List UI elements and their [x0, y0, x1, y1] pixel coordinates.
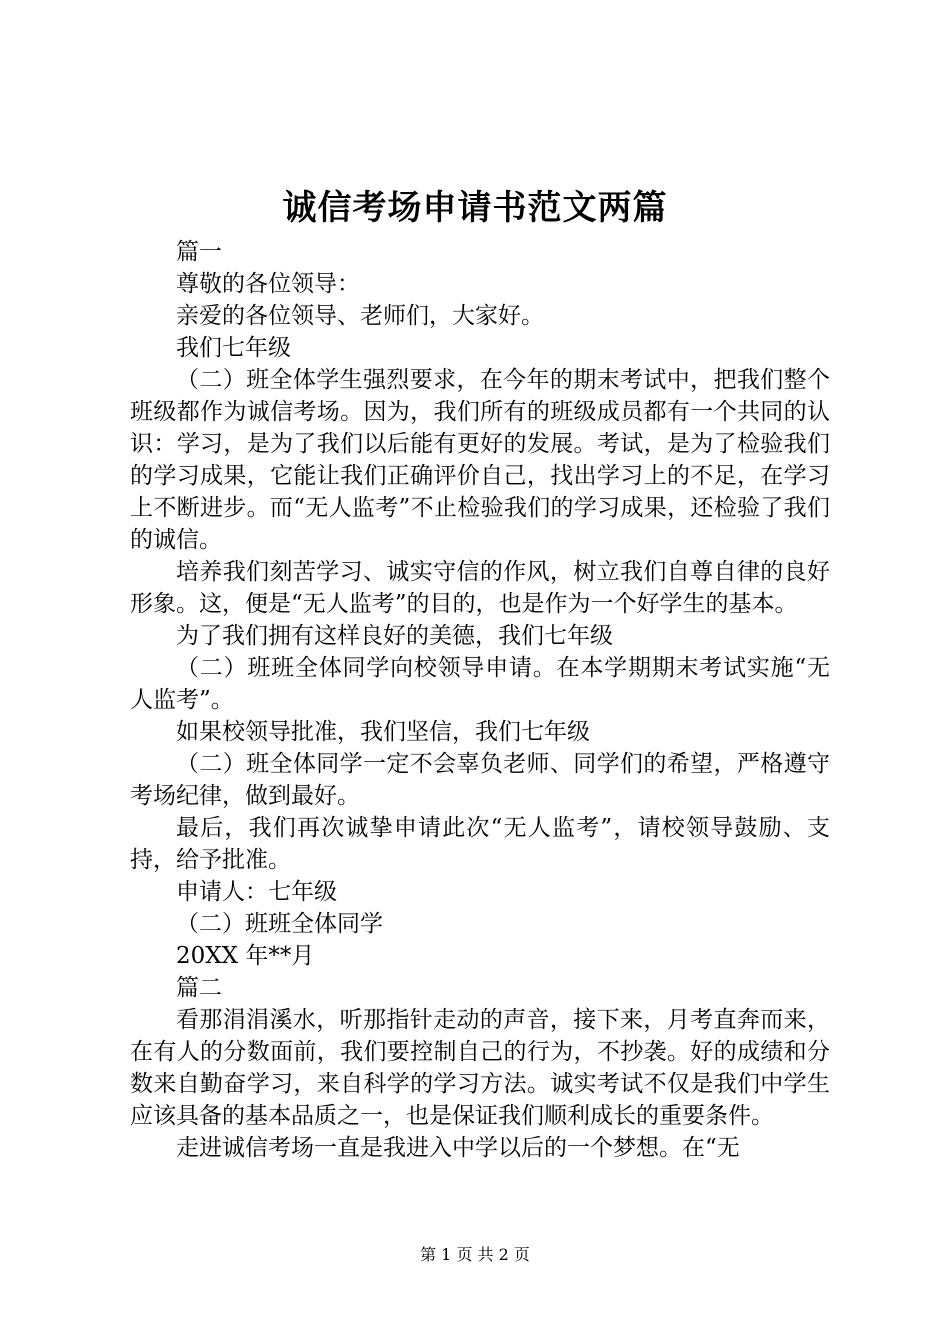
paragraph: （二）班全体同学一定不会辜负老师、同学们的希望，严格遵守考场纪律，做到最好。: [130, 751, 830, 809]
greeting: 亲爱的各位领导、老师们，大家好。: [176, 303, 544, 329]
signature-applicant: 申请人：七年级: [176, 879, 337, 905]
paragraph: （二）班班全体同学向校领导申请。在本学期期末考试实施“无人监考”。: [130, 655, 830, 713]
salutation: 尊敬的各位领导：: [176, 271, 360, 297]
document-title: 诚信考场申请书范文两篇: [282, 188, 668, 228]
paragraph: 如果校领导批准，我们坚信，我们七年级: [176, 719, 590, 745]
page-footer: 第 1 页 共 2 页: [420, 1245, 530, 1264]
paragraph: 看那涓涓溪水，听那指针走动的声音，接下来，月考直奔而来，在有人的分数面前，我们要控制自己的行为，不抄袭。好的成绩和分数来自勤奋学习，来自科学的学习方法。诚实考试不仅是我们中学生应该具备的基本品质之一，也是保证我们顺利成长的重要条件。: [130, 1007, 830, 1129]
signature-date: 20XX 年**月: [176, 943, 315, 969]
paragraph: 我们七年级: [176, 335, 291, 361]
section-heading-1: 篇一: [176, 239, 222, 265]
signature-class: （二）班班全体同学: [176, 911, 383, 937]
paragraph: 培养我们刻苦学习、诚实守信的作风，树立我们自尊自律的良好形象。这，便是“无人监考”的目的，也是作为一个好学生的基本。: [130, 559, 830, 617]
section-heading-2: 篇二: [176, 975, 222, 1001]
paragraph: 最后，我们再次诚挚申请此次“无人监考”，请校领导鼓励、支持，给予批准。: [130, 815, 830, 873]
paragraph: （二）班全体学生强烈要求，在今年的期末考试中，把我们整个班级都作为诚信考场。因为，我们所有的班级成员都有一个共同的认识：学习，是为了我们以后能有更好的发展。考试，是为了检验我们的学习成果，它能让我们正确评价自己，找出学习上的不足，在学习上不断进步。而“无人监考”不止检验我们的学习成果，还检验了我们的诚信。: [130, 367, 830, 553]
paragraph: 为了我们拥有这样良好的美德，我们七年级: [176, 623, 613, 649]
document-body: [130, 236, 830, 1164]
paragraph: 走进诚信考场一直是我进入中学以后的一个梦想。在“无: [176, 1135, 740, 1161]
